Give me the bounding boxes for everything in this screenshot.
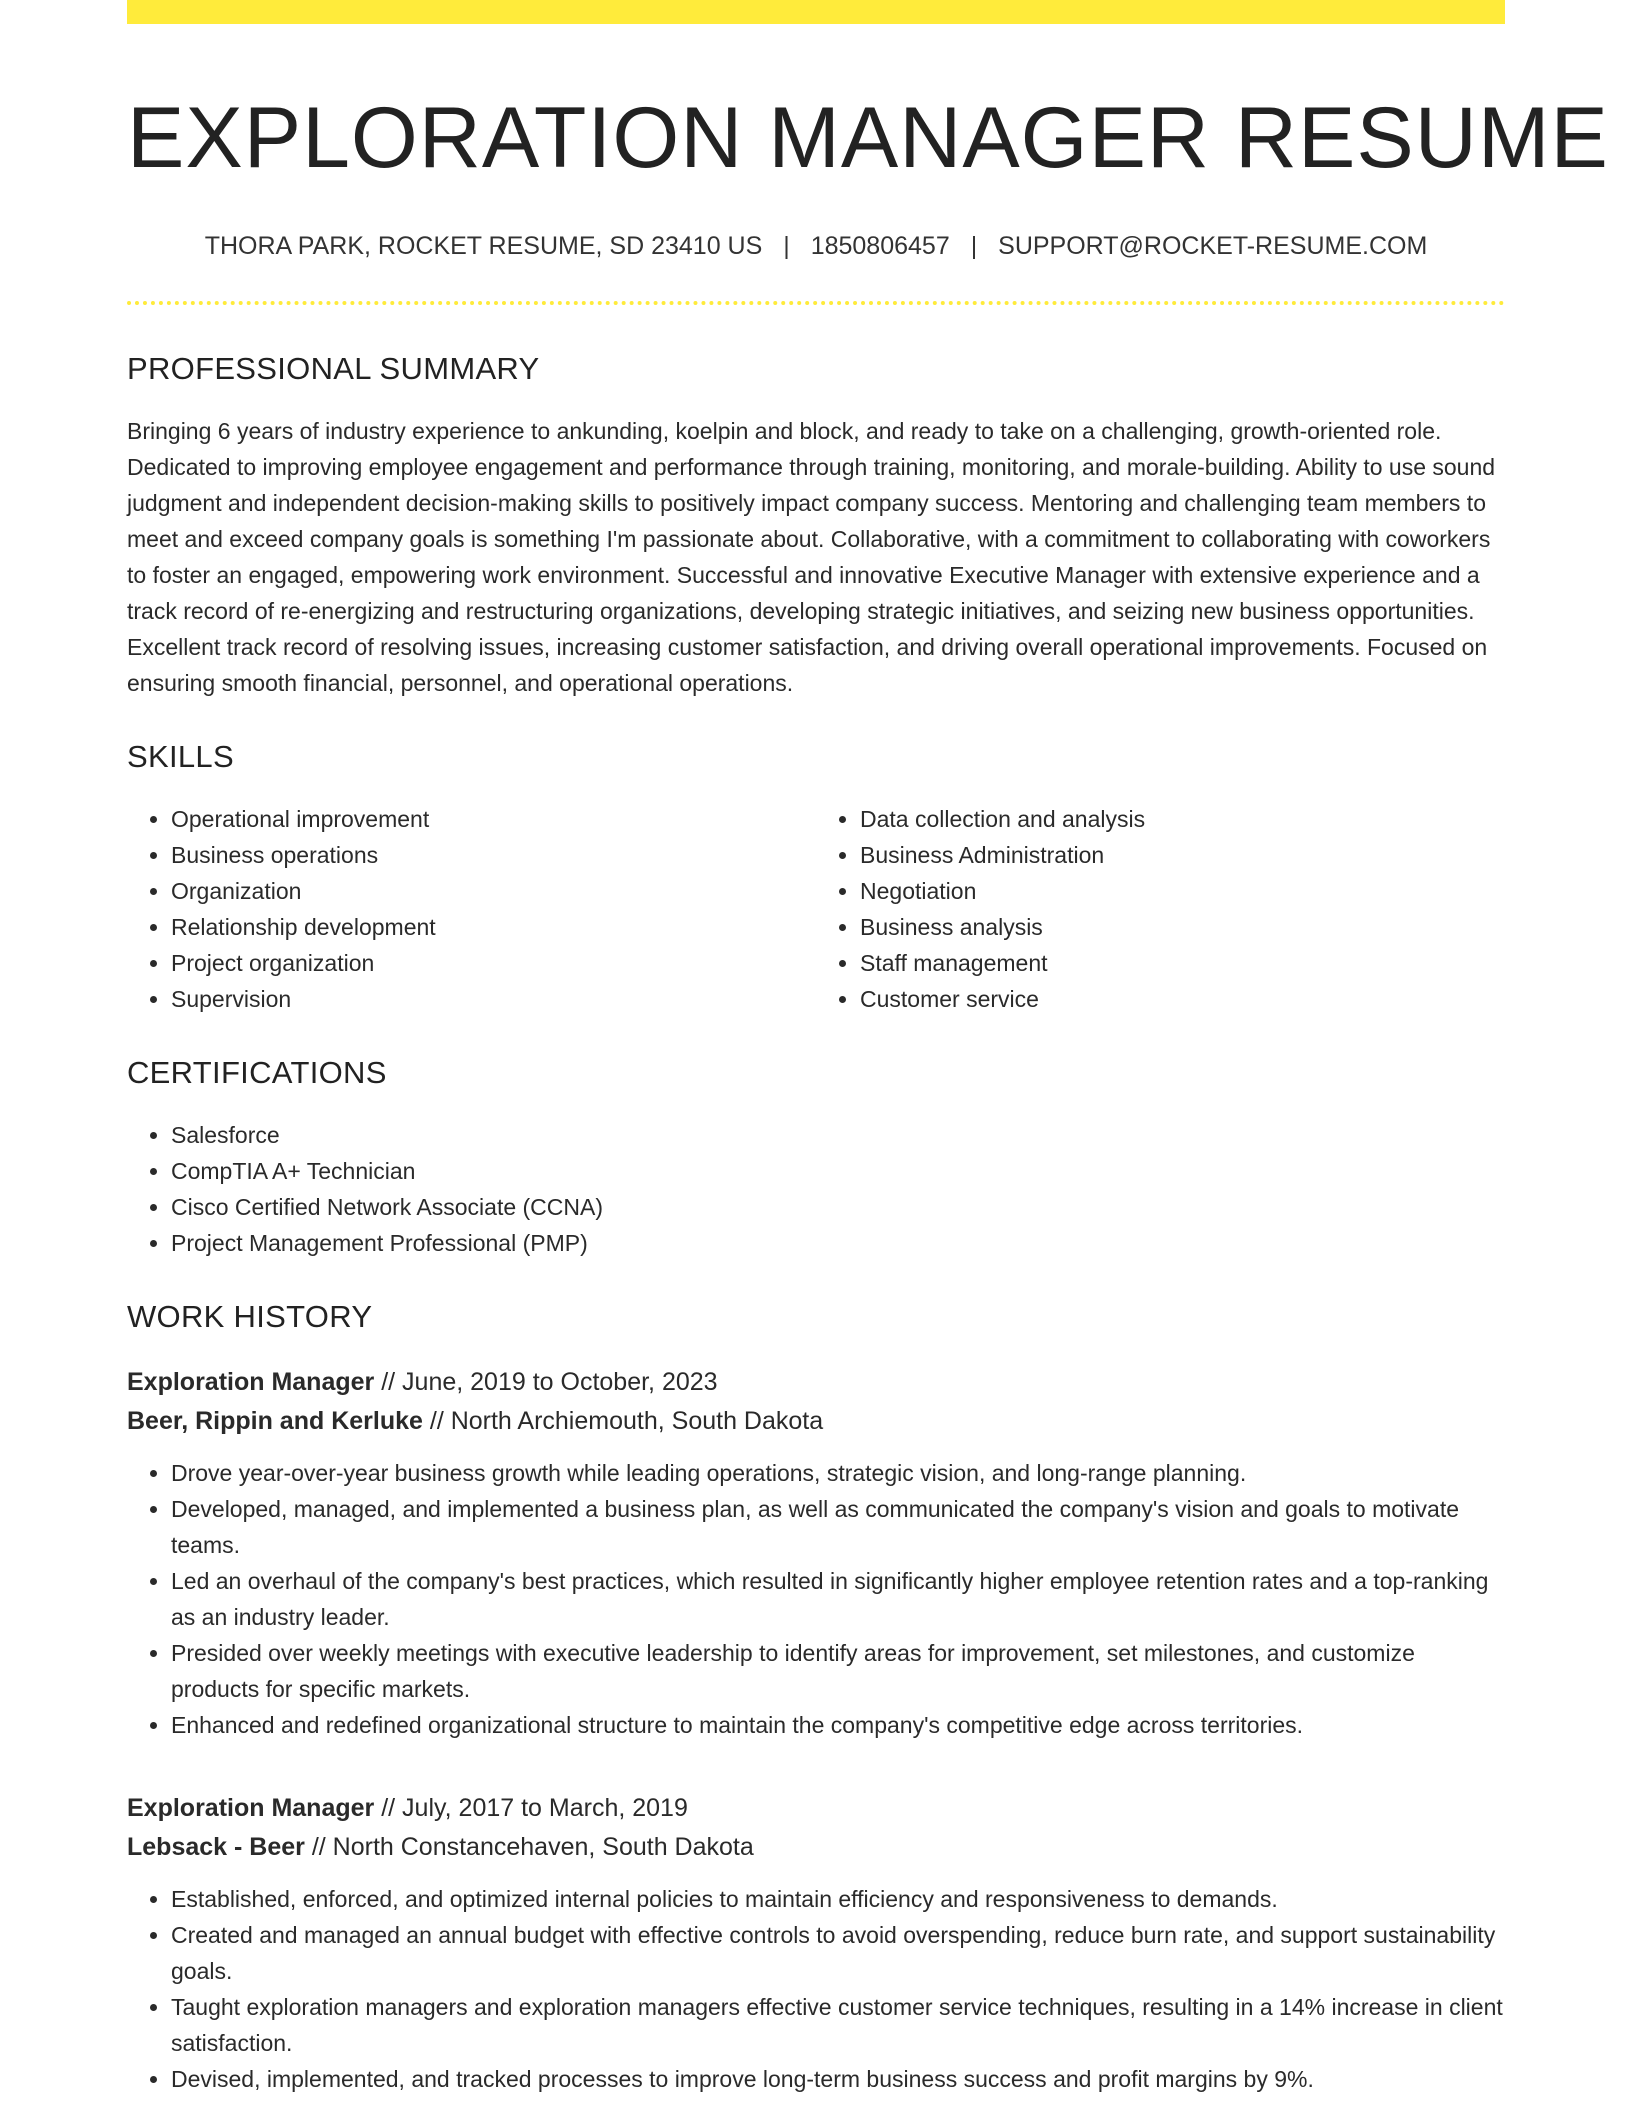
- certifications-heading: CERTIFICATIONS: [127, 1055, 387, 1091]
- job-company-line: [127, 1828, 1505, 1867]
- skills-heading: SKILLS: [127, 739, 234, 775]
- resume-page: [127, 0, 1609, 2097]
- contact-separator: |: [783, 232, 790, 261]
- list-item: • Supervision: [171, 981, 816, 1017]
- contact-separator: |: [970, 232, 978, 261]
- list-item: • Staff management: [860, 945, 1505, 981]
- job-location: // North Archiemouth, South Dakota: [422, 1407, 824, 1436]
- contact-email: SUPPORT@ROCKET-RESUME.COM: [998, 232, 1428, 261]
- list-item: • Taught exploration managers and exploration managers effective customer service techniques, resulting in a 14% increase in client satisfaction.: [171, 1989, 1505, 2061]
- job-company: Beer, Rippin and Kerluke: [127, 1407, 423, 1436]
- summary-text: Bringing 6 years of industry experience to ankunding, koelpin and block, and ready to take on a challenging, growth-oriented role. Dedicated to improving employee engagement and performance through training, monitoring, and morale-building. Ability to use sound judgment and independent decision-making skills to positively impact company success. Mentoring and challenging team members to meet and exceed company goals is something I'm passionate about. Collaborative, with a commitment to collaborating with coworkers to foster an engaged, empowering work environment. Successful and innovative Executive Manager with extensive experience and a track record of re-energizing and restructuring organizations, developing strategic initiatives, and seizing new business opportunities. Excellent track record of resolving issues, increasing customer satisfaction, and driving overall operational improvements. Focused on ensuring smooth financial, personnel, and operational operations.: [127, 418, 1496, 697]
- job-bullets: [127, 1455, 1505, 1743]
- list-item: • Business analysis: [860, 909, 1505, 945]
- certifications-list: [127, 1117, 1505, 1261]
- list-item: • Created and managed an annual budget with effective controls to avoid overspending, reduce burn rate, and support sustainability goals.: [171, 1917, 1505, 1989]
- list-item: • Devised, implemented, and tracked processes to improve long-term business success and profit margins by 9%.: [171, 2061, 1505, 2097]
- job-dates: // June, 2019 to October, 2023: [374, 1368, 718, 1397]
- job-location: // North Constancehaven, South Dakota: [304, 1833, 754, 1862]
- list-item: • Presided over weekly meetings with executive leadership to identify areas for improvement, set milestones, and customize products for specific markets.: [171, 1635, 1505, 1707]
- job-title: Exploration Manager: [127, 1368, 375, 1397]
- list-item: • Cisco Certified Network Associate (CCNA): [171, 1189, 1505, 1225]
- contact-address: THORA PARK, ROCKET RESUME, SD 23410 US: [204, 232, 763, 261]
- work-history-heading: WORK HISTORY: [127, 1299, 373, 1335]
- job-dates: // July, 2017 to March, 2019: [374, 1794, 688, 1823]
- job-title-line: [127, 1363, 1505, 1402]
- list-item: • Negotiation: [860, 873, 1505, 909]
- list-item: • Project organization: [171, 945, 816, 981]
- job-title-line: [127, 1789, 1505, 1828]
- list-item: • Enhanced and redefined organizational structure to maintain the company's competitive edge across territories.: [171, 1707, 1505, 1743]
- page-title: EXPLORATION MANAGER RESUME: [127, 90, 1609, 186]
- job-entry: [127, 1363, 1505, 1743]
- list-item: • CompTIA A+ Technician: [171, 1153, 1505, 1189]
- job-title: Exploration Manager: [127, 1794, 375, 1823]
- contact-line: [127, 232, 1505, 261]
- job-entry: [127, 1789, 1505, 2097]
- job-company: Lebsack - Beer: [127, 1833, 305, 1862]
- contact-phone: 1850806457: [810, 232, 950, 261]
- list-item: • Salesforce: [171, 1117, 1505, 1153]
- accent-bar: [127, 0, 1505, 24]
- job-bullets: [127, 1881, 1505, 2097]
- list-item: • Led an overhaul of the company's best practices, which resulted in significantly higher employee retention rates and a top-ranking as an industry leader.: [171, 1563, 1505, 1635]
- dotted-divider: [127, 301, 1505, 305]
- summary-heading: PROFESSIONAL SUMMARY: [127, 351, 540, 387]
- list-item: • Established, enforced, and optimized internal policies to maintain efficiency and responsiveness to demands.: [171, 1881, 1505, 1917]
- list-item: • Business operations: [171, 837, 816, 873]
- job-company-line: [127, 1402, 1505, 1441]
- list-item: • Operational improvement: [171, 801, 816, 837]
- list-item: • Business Administration: [860, 837, 1505, 873]
- skills-list-right: [816, 801, 1505, 1017]
- list-item: • Drove year-over-year business growth while leading operations, strategic vision, and long-range planning.: [171, 1455, 1505, 1491]
- list-item: • Developed, managed, and implemented a business plan, as well as communicated the company's vision and goals to motivate teams.: [171, 1491, 1505, 1563]
- skills-list-left: [127, 801, 816, 1017]
- list-item: • Relationship development: [171, 909, 816, 945]
- list-item: • Customer service: [860, 981, 1505, 1017]
- list-item: • Project Management Professional (PMP): [171, 1225, 1505, 1261]
- list-item: • Organization: [171, 873, 816, 909]
- list-item: • Data collection and analysis: [860, 801, 1505, 837]
- skills-columns: [127, 801, 1505, 1017]
